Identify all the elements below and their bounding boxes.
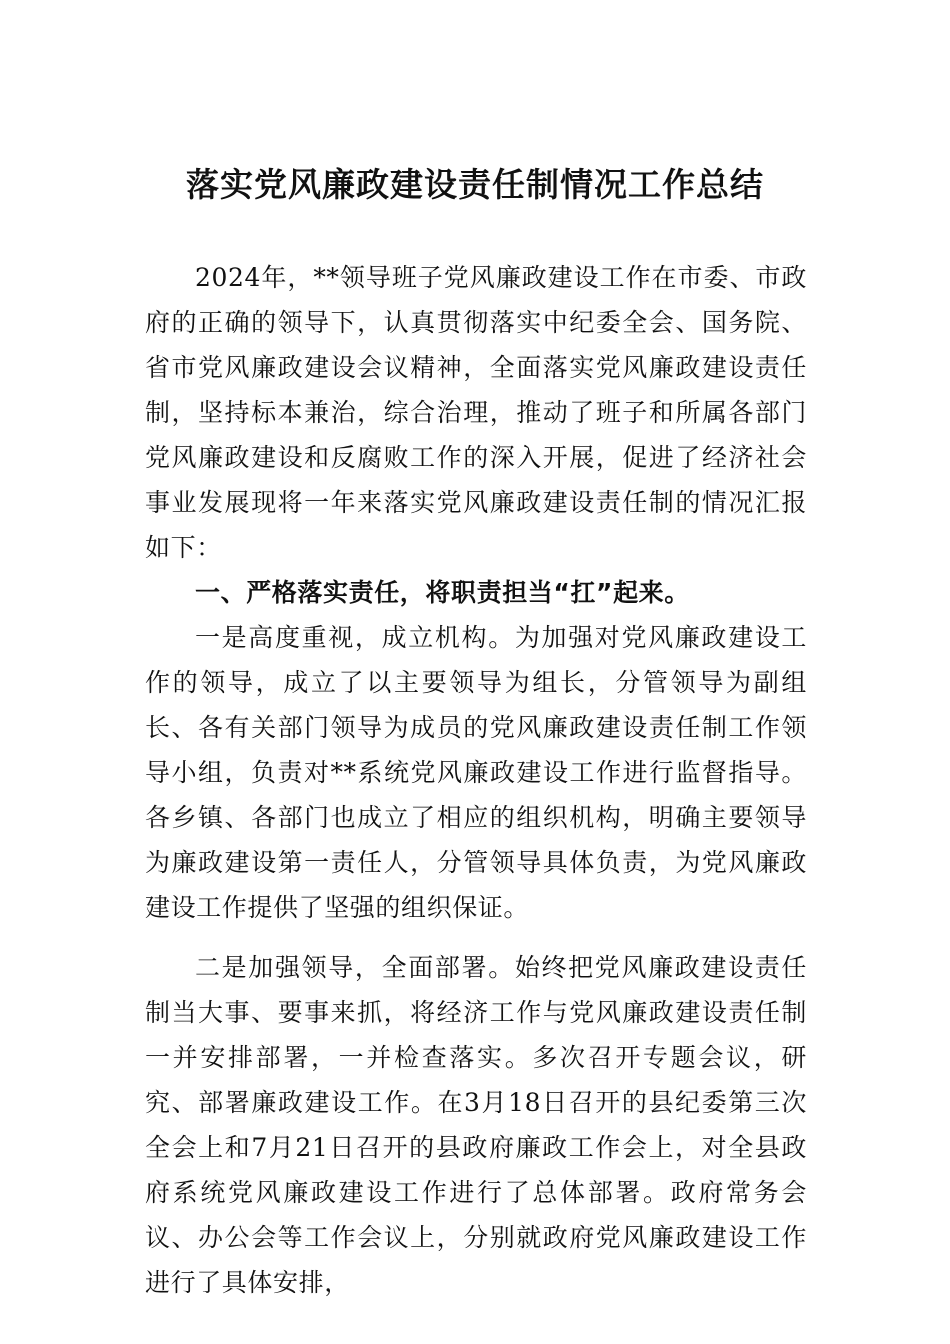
section-heading: 一、严格落实责任，将职责担当“扛”起来。 <box>195 578 690 607</box>
paragraph-item-two: 二是加强领导，全面部署。始终把党风廉政建设责任制当大事、要事来抓，将经济工作与党风廉政建设责任制一并安排部署，一并检查落实。多次召开专题会议，研究、部署廉政建设工作。在3月18日召开的县纪委第三次全会上和7月21日召开的县政府廉政工作会上，对全县政府系统党风廉政建设工作进行了总体部署。政府常务会议、办公会等工作会议上，分别就政府党风廉政建设工作进行了具体安排， <box>145 953 807 1297</box>
document-body <box>145 255 807 1305</box>
document-title: 落实党风廉政建设责任制情况工作总结 <box>186 165 764 204</box>
intro-paragraph: 2024年，**领导班子党风廉政建设工作在市委、市政府的正确的领导下，认真贯彻落实中纪委全会、国务院、省市党风廉政建设会议精神，全面落实党风廉政建设责任制，坚持标本兼治，综合治理，推动了班子和所属各部门党风廉政建设和反腐败工作的深入开展，促进了经济社会事业发展现将一年来落实党风廉政建设责任制的情况汇报如下： <box>145 263 807 562</box>
paragraph-item-one: 一是高度重视，成立机构。为加强对党风廉政建设工作的领导，成立了以主要领导为组长，分管领导为副组长、各有关部门领导为成员的党风廉政建设责任制工作领导小组，负责对**系统党风廉政建设工作进行监督指导。各乡镇、各部门也成立了相应的组织机构，明确主要领导为廉政建设第一责任人，分管领导具体负责，为党风廉政建设工作提供了坚强的组织保证。 <box>145 623 807 922</box>
